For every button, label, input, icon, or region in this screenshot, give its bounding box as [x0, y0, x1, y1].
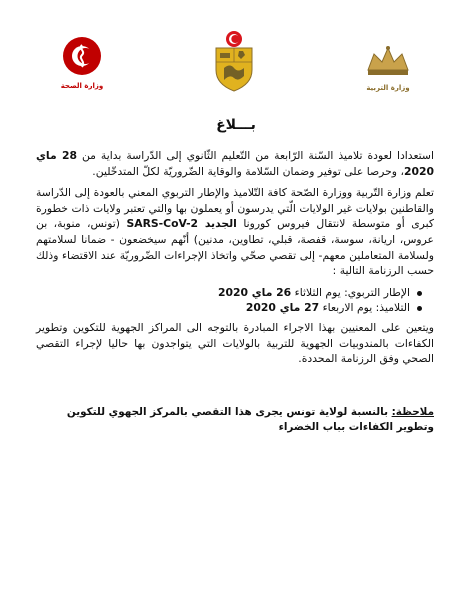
health-ministry-logo [58, 36, 106, 90]
schedule-date: 26 ماي 2020 [217, 285, 292, 299]
education-emblem-icon [360, 40, 416, 78]
schedule-date: 27 ماي 2020 [245, 301, 320, 315]
document-body [36, 148, 434, 373]
announcement-text-end: (تونس، منوبة، بن عروس، اريانة، سوسة، قفصة، قبلي، تطاوين، مدنين) أنّهم سيخضعون - ضمانا لسلامتهم ولسلامة المتعاملين معهم- إلى تقصي صحّي واتخاذ الإجراءات الضّروريّة عند الاقتضاء وذلك حسب الرزنامة التالية : [36, 217, 434, 278]
note-text: بالنسبة لولاية تونس يجرى هذا التقصي بالمركز الجهوي للتكوين وتطوير الكفاءات بباب الخضراء [66, 406, 434, 433]
virus-name: الجديد SARS-CoV-2 [126, 217, 237, 231]
schedule-list [36, 285, 434, 316]
announcement-text: تعلم وزارة التّربية ووزارة الصّحة كافة التّلاميذ والإطار التربوي المعني بالعودة إلى الدّراسة والقاطنين بولايات غير الولايات الّتي يدرسون أو يعملون بها والتي تعتبر ولايات ذات خطورة كبرى أو متوسطة لانتقال فيروس كورونا [36, 186, 435, 231]
paragraph-intro [36, 148, 434, 179]
schedule-item-students [36, 300, 422, 316]
schedule-item-staff [36, 285, 422, 301]
note-section [36, 405, 434, 435]
document-title: بـــلاغ [216, 117, 256, 133]
tunisia-coat-of-arms [208, 30, 260, 96]
intro-text: استعدادا لعودة تلاميذ السّنة الرّابعة من التّعليم الثّانوي إلى الدّراسة بداية من [76, 149, 434, 162]
return-date: 28 ماي 2020 [36, 149, 434, 178]
education-ministry-logo [360, 40, 416, 92]
intro-text-end: ، وحرصا على توفير وضمان السّلامة والوقاية الضّروريّة لكلّ المتدخّلين. [92, 164, 404, 178]
paragraph-announcement [36, 185, 434, 279]
schedule-label: الإطار التربوي: يوم الثلاثاء [291, 285, 410, 299]
note-label: ملاحظة: [391, 406, 434, 418]
schedule-label: التلاميذ: يوم الاربعاء [319, 301, 410, 315]
health-crescent-icon [58, 36, 106, 76]
paragraph-instructions [36, 320, 434, 367]
health-ministry-caption: وزارة الصحة [60, 82, 104, 90]
education-ministry-caption: وزارة التربية [366, 84, 410, 92]
instructions-text: ويتعين على المعنيين بهذا الاجراء المبادرة بالتوجه الى المراكز الجهوية للتكوين وتطوير الكفاءات بالمندوبيات الجهوية للتربية بالولايات التي يتواجدون بها حاليا لإجراء التقصي الصحي وفق الرزنامة المحددة. [36, 320, 434, 366]
coat-of-arms-icon [208, 30, 260, 92]
